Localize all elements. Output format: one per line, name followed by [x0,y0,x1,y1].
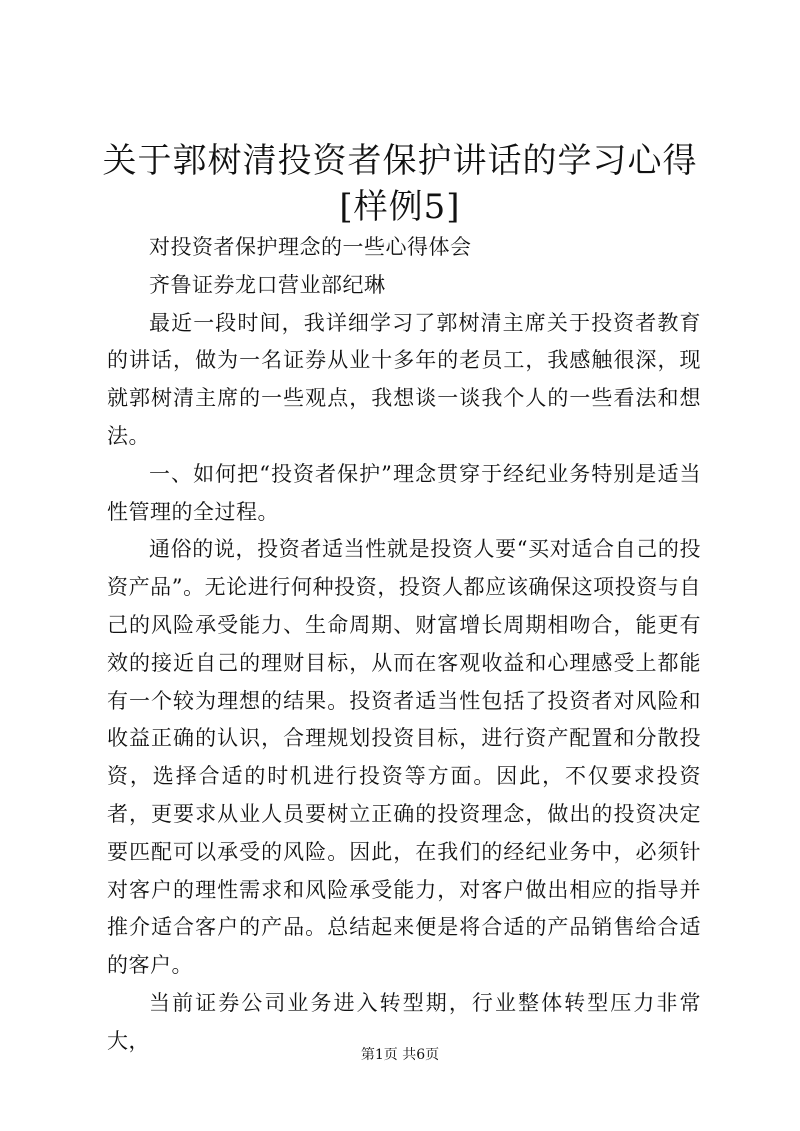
author-paragraph: 齐鲁证券龙口营业部纪琳 [149,272,386,297]
body-paragraph: 最近一段时间，我详细学习了郭树清主席关于投资者教育的讲话，做为一名证券从业十多年的老员工，我感触很深，现就郭树清主席的一些观点，我想谈一谈我个人的一些看法和想法。 [107,310,701,448]
subtitle-paragraph: 对投资者保护理念的一些心得体会 [149,235,472,259]
page-number-footer: 第1页 共6页 [360,1047,440,1063]
document-title: 关于郭树清投资者保护讲话的学习心得[样例5] [102,141,698,227]
body-paragraph: 通俗的说，投资者适当性就是投资人要“买对适合自己的投资产品”。无论进行何种投资，投资人都应该确保这项投资与自己的风险承受能力、生命周期、财富增长周期相吻合，能更有效的接近自己的理财目标，从而在客观收益和心理感受上都能有一个较为理想的结果。投资者适当性包括了投资者对风险和收益正确的认识，合理规划投资目标，进行资产配置和分散投资，选择合适的时机进行投资等方面。因此，不仅要求投资者，更要求从业人员要树立正确的投资理念，做出的投资决定要匹配可以承受的风险。因此，在我们的经纪业务中，必须针对客户的理性需求和风险承受能力，对客户做出相应的指导并推介适合客户的产品。总结起来便是将合适的产品销售给合适的客户。 [107,537,701,978]
body-paragraph: 当前证券公司业务进入转型期，行业整体转型压力非常大， [107,990,701,1053]
section-heading-paragraph: 一、如何把“投资者保护”理念贯穿于经纪业务特别是适当性管理的全过程。 [107,461,701,524]
document-body [107,229,701,1061]
